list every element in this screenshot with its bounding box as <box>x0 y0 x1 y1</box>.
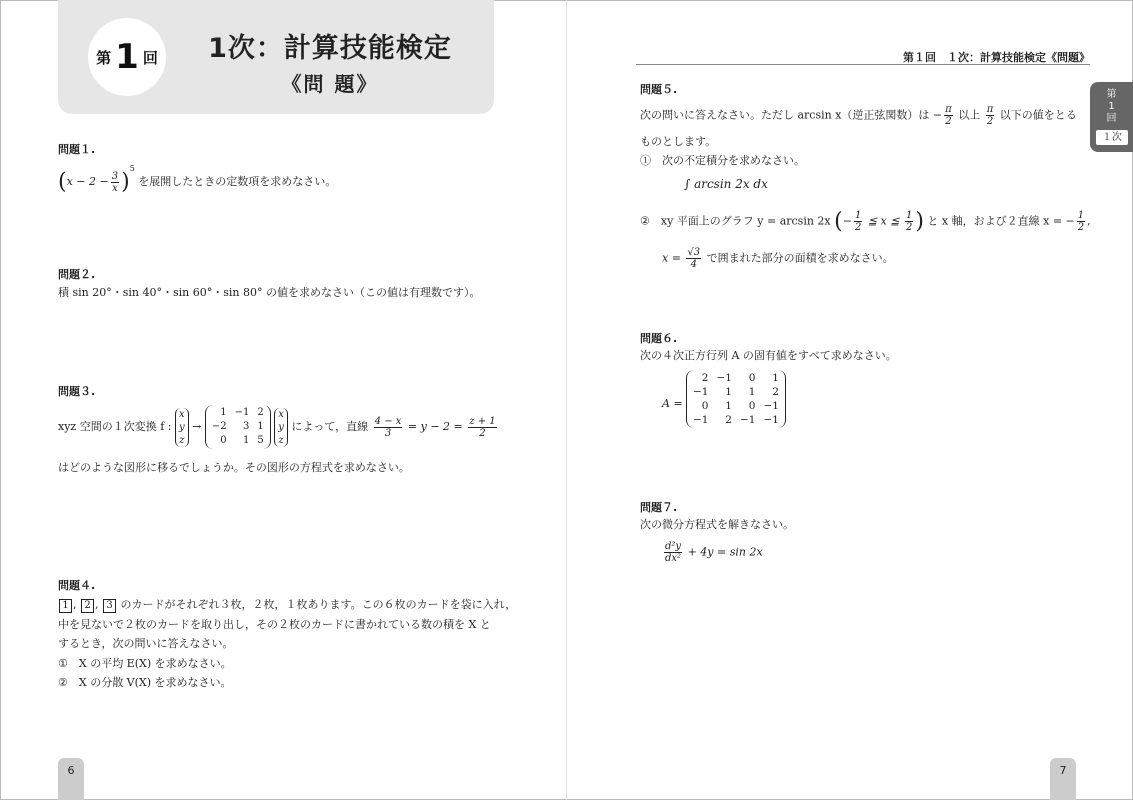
card-3: 3 <box>103 599 116 613</box>
q3-vector-out: x y z <box>274 408 288 447</box>
q4-line1-text: のカードがそれぞれ３枚，２枚，１枚あります。この６枚のカードを袋に入れ， <box>120 598 517 611</box>
side-tab-line1: 第 <box>1106 89 1117 100</box>
q5-two-3: 2 <box>854 222 862 233</box>
q3-title: 問題３. <box>58 385 96 398</box>
q5-one-1: 1 <box>854 210 862 221</box>
q5-sub2-line1: ② xy 平面上のグラフ y = arcsin 2x (− $\frac{1}{2}$ ≦ x ≦ $\frac{1}{2}$ ) と x 軸，および２直線 x = − $\frac{1}{2}$ , <box>640 209 1091 234</box>
q1-body: (x − 2 − $\frac{3}{x}$ )$^5$ を展開したときの定数項を求めなさい。 <box>58 164 337 195</box>
q3-matrix: 1 −1 2 −2 3 1 0 1 5 <box>205 405 271 449</box>
q5-line2: ものとします。 <box>640 135 717 148</box>
q6-matrix: 2 −1 0 1 −1 1 1 2 0 1 0 −1 −1 2 −1 −1 <box>686 370 786 428</box>
q4-line3: するとき，次の問いに答えなさい。 <box>58 637 234 650</box>
q1-frac-num: 3 <box>111 170 119 182</box>
q5-four: 4 <box>690 259 697 270</box>
q3-line2: はどのような図形に移るでしょうか。その図形の方程式を求めなさい。 <box>58 461 410 474</box>
q5-x-eq: x = <box>662 251 681 265</box>
page-subtitle: 《問 題》 <box>281 72 379 96</box>
page-title: 1次：計算技能検定 <box>208 33 452 64</box>
q5-two-5: 2 <box>1077 222 1085 233</box>
q7-title: 問題７. <box>640 501 678 514</box>
q5-title: 問題５. <box>640 83 678 96</box>
q1-frac-den: x <box>112 182 118 194</box>
q6-label: A = <box>662 397 683 410</box>
running-head: 第１回 １次：計算技能検定《問題》 <box>903 51 1090 64</box>
side-tab-line2: 1 <box>1108 101 1115 112</box>
q7-num: d²y <box>665 541 682 552</box>
round-badge <box>88 18 166 96</box>
q6-matrix-wrap <box>686 370 786 428</box>
page-number-left: 6 <box>58 758 84 800</box>
q3-frac1-den: 3 <box>384 427 392 439</box>
page-gutter <box>566 0 567 800</box>
q6-title: 問題６. <box>640 332 678 345</box>
q5-pi-2: π <box>986 104 994 115</box>
round-suffix: 回 <box>142 48 158 67</box>
q5-sqrt3: √3 <box>687 247 701 258</box>
q4-line2: 中を見ないで２枚のカードを取り出し，その２枚のカードに書かれている数の積を X と <box>58 618 491 631</box>
q5-sub2b: と x 軸，および２直線 x = − <box>927 214 1075 228</box>
q2-text: 積 sin 20°・sin 40°・sin 60°・sin 80° の値を求めなさい（この値は有理数です）。 <box>58 286 481 299</box>
q1-exponent: 5 <box>129 164 135 173</box>
q4-sub1: ① X の平均 E(X) を求めなさい。 <box>58 657 232 670</box>
q3-mid: によって，直線 <box>291 420 369 433</box>
q5-one-3: 1 <box>1077 210 1085 221</box>
q3-eq: = y − 2 = <box>407 420 463 433</box>
q5-pi-1: π <box>945 104 952 115</box>
q5-two-1: 2 <box>945 116 952 127</box>
q5-line1a: 次の問いに答えなさい。ただし arcsin x（逆正弦関数）は − <box>640 108 943 122</box>
q5-integral: ∫ arcsin 2x dx <box>684 177 768 191</box>
q5-sub1: ① 次の不定積分を求めなさい。 <box>640 154 805 167</box>
side-index-tab[interactable] <box>1090 82 1133 152</box>
q3-lead: xyz 空間の１次変換 f : <box>58 420 172 433</box>
q2-title: 問題２. <box>58 268 96 281</box>
round-prefix: 第 <box>96 48 112 67</box>
round-number: 1 <box>115 37 139 77</box>
q5-sub2d: で囲まれた部分の面積を求めなさい。 <box>706 251 894 265</box>
q1-expr: x − 2 − <box>66 175 109 188</box>
q5-neg: − <box>842 214 852 228</box>
q5-sub2a: ② xy 平面上のグラフ y = arcsin 2x <box>640 214 831 228</box>
q3-arrow: → <box>192 420 202 433</box>
q7-text: 次の微分方程式を解きなさい。 <box>640 518 794 531</box>
q1-title: 問題１. <box>58 143 96 156</box>
q3-frac2-den: 2 <box>479 427 486 439</box>
q5-range: ≦ x ≦ <box>867 214 900 228</box>
q3-frac1-num: 4 − x <box>374 415 402 427</box>
q5-two-4: 2 <box>905 222 913 233</box>
q5-one-2: 1 <box>905 210 913 221</box>
q6-text: 次の４次正方行列 A の固有値をすべて求めなさい。 <box>640 349 897 362</box>
q7-rest: + 4y = sin 2x <box>687 545 763 559</box>
card-2: 2 <box>81 599 94 613</box>
side-tab-label: １次 <box>1096 130 1128 145</box>
q4-line1: 1 , 2 , 3 のカードがそれぞれ３枚，２枚，１枚あります。この６枚のカードを袋に入れ， <box>58 597 516 613</box>
q3-frac2-num: z + 1 <box>469 415 496 427</box>
q7-den: dx² <box>665 553 682 564</box>
q5-line1b: 以上 <box>958 108 981 122</box>
q5-sub2-line2 <box>662 247 894 270</box>
q1-text: を展開したときの定数項を求めなさい。 <box>138 175 337 188</box>
q3-vector-in: x y z <box>175 408 189 447</box>
q3-body <box>58 405 499 449</box>
q5-line1c: 以下の値をとる <box>999 108 1077 122</box>
q7-equation <box>662 541 763 564</box>
card-1: 1 <box>59 599 72 613</box>
running-head-rule <box>636 64 1090 65</box>
q5-two-2: 2 <box>986 116 994 127</box>
side-tab-line3: 回 <box>1106 113 1117 124</box>
q4-sub2: ② X の分散 V(X) を求めなさい。 <box>58 676 232 689</box>
q4-title: 問題４. <box>58 579 96 592</box>
page-number-right: 7 <box>1050 758 1076 800</box>
q5-line1 <box>640 104 1077 127</box>
